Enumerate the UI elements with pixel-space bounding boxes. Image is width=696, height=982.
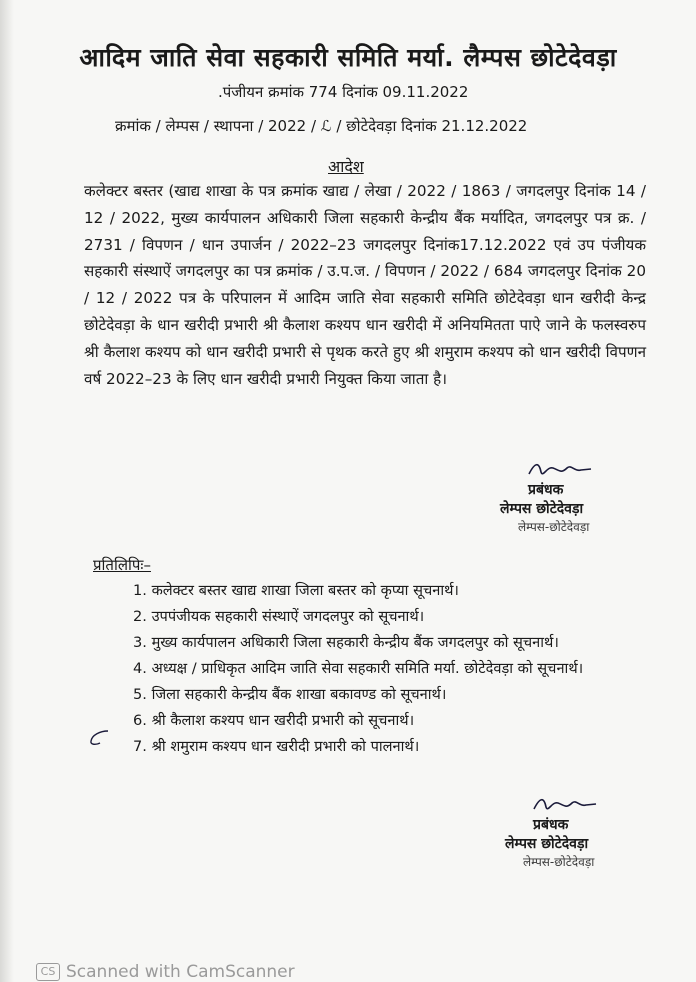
copy-to-heading: प्रतिलिपिः– [93,556,151,574]
office-stamp: लेम्पस-छोटेदेवड़ा [518,520,590,534]
handwritten-signature-2 [530,795,600,815]
order-heading: आदेश [328,157,364,176]
list-item: 1. कलेक्टर बस्तर खाद्य शाखा जिला बस्तर को कृप्या सूचनार्थ। [133,582,459,599]
signatory-office: लेम्पस छोटेदेवड़ा [500,501,584,517]
list-item: 4. अध्यक्ष / प्राधिकृत आदिम जाति सेवा सहकारी समिति मर्या. छोटेदेवड़ा को सूचनार्थ। [133,660,584,677]
organization-title: आदिम जाति सेवा सहकारी समिति मर्या. लैम्पस छोटेदेवड़ा [79,43,617,72]
copy-to-list [111,578,611,760]
list-item: 2. उपपंजीयक सहकारी संस्थाऐं जगदलपुर को सूचनार्थ। [133,608,425,625]
list-item: 7. श्री शमुराम कश्यप धान खरीदी प्रभारी को पालनार्थ। [133,738,420,755]
list-item: 3. मुख्य कार्यपालन अधिकारी जिला सहकारी केन्द्रीय बैंक जगदलपुर को सूचनार्थ। [133,634,559,651]
signatory-title: प्रबंधक [533,817,569,833]
camscanner-logo-icon: CS [36,963,60,981]
order-body: कलेक्टर बस्तर (खाद्य शाखा के पत्र क्रमांक खाद्य / लेखा / 2022 / 1863 / जगदलपुर दिनांक 14 / 12 / 2022, मुख्य कार्यपालन अधिकारी जिला सहकारी केन्द्रीय बैंक मर्यादित, जगदलपुर पत्र क्र. / 2731 / विपणन / धान उपार्जन / 2022–23 जगदलपुर दिनांक17.12.2022 एवं उप पंजीयक सहकारी संस्थाऐं जगदलपुर का पत्र क्रमांक / उ.प.ज. / विपणन / 2022 / 684 जगदलपुर दिनांक 20 / 12 / 2022 पत्र के परिपालन में आदिम जाति सेवा सहकारी समिति छोटेदेवड़ा धान खरीदी केन्द्र छोटेदेवड़ा के धान खरीदी प्रभारी श्री कैलाश कश्यप धान खरीदी में अनियमितता पाऐ जाने के फलस्वरुप श्री कैलाश कश्यप को धान खरीदी प्रभारी से पृथक करते हुए श्री शमुराम कश्यप को धान खरीदी विपणन वर्ष 2022–23 के लिए धान खरीदी प्रभारी नियुक्त किया जाता है। [84,182,646,388]
office-stamp: लेम्पस-छोटेदेवड़ा [523,855,595,869]
signature-block-1 [500,460,670,535]
signatory-office: लेम्पस छोटेदेवड़ा [505,836,589,852]
reference-line: क्रमांक / लेम्पस / स्थापना / 2022 / ℒ / छोटेदेवड़ा दिनांक 21.12.2022 [115,117,528,135]
list-item: 6. श्री कैलाश कश्यप धान खरीदी प्रभारी को सूचनार्थ। [133,712,415,729]
list-item: 5. जिला सहकारी केन्द्रीय बैंक शाखा बकावण्ड को सूचनार्थ। [133,686,447,703]
registration-line: .पंजीयन क्रमांक 774 दिनांक 09.11.2022 [218,83,469,101]
handwritten-tick-mark [88,727,112,749]
scan-edge-shadow [0,0,14,982]
watermark-text: Scanned with CamScanner [66,962,295,982]
handwritten-signature-1 [525,460,595,480]
signature-block-2 [505,795,675,870]
signatory-title: प्रबंधक [528,482,564,498]
camscanner-watermark [36,962,295,982]
